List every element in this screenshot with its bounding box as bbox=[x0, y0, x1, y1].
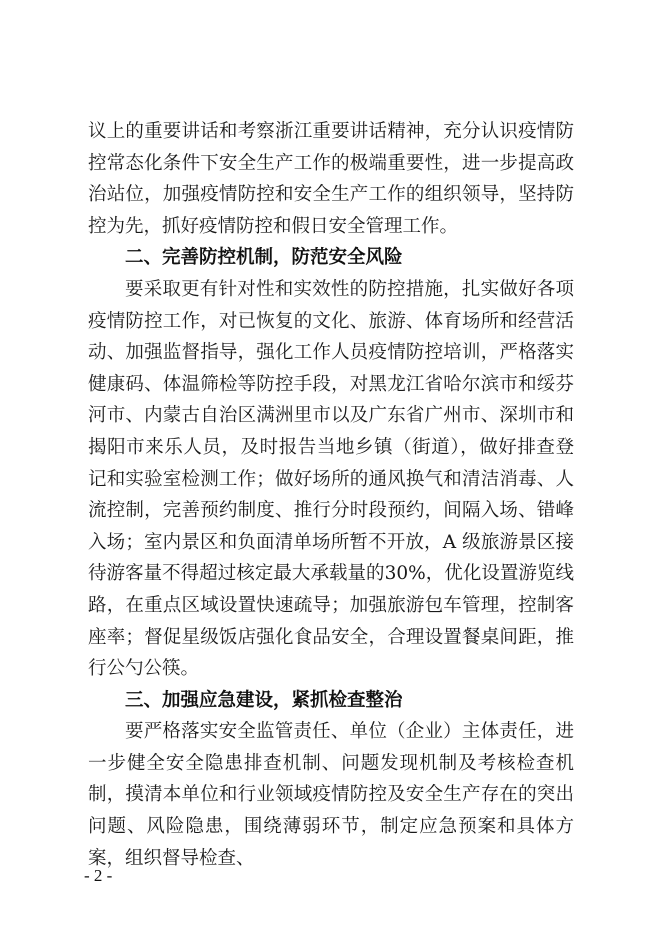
paragraph-continued: 议上的重要讲话和考察浙江重要讲话精神，充分认识疫情防控常态化条件下安全生产工作的极端重要性，进一步提高政治站位，加强疫情防控和安全生产工作的组织领导，坚持防控为先，抓好疫情防控和假日安全管理工作。 bbox=[88, 121, 574, 237]
section-heading-3: 三、加强应急建设，紧抓检查整治 bbox=[125, 689, 403, 711]
paragraph-emergency-inspection: 要严格落实安全监管责任、单位（企业）主体责任，进一步健全安全隐患排查机制、问题发现机制及考核检查机制，摸清本单位和行业领域疫情防控及安全生产存在的突出问题、风险隐患，围绕薄弱环节，制定应急预案和具体方案，组织督导检查、 bbox=[88, 721, 574, 869]
document-body bbox=[88, 116, 574, 874]
paragraph-prevention-measures: 要采取更有针对性和实效性的防控措施，扎实做好各项疫情防控工作，对已恢复的文化、旅游、体育场所和经营活动、加强监督指导，强化工作人员疫情防控培训，严格落实健康码、体温筛检等防控手段，对黑龙江省哈尔滨市和绥芬河市、内蒙古自治区满洲里市以及广东省广州市、深圳市和揭阳市来乐人员，及时报告当地乡镇（街道），做好排查登记和实验室检测工作；做好场所的通风换气和清洁消毒、人流控制，完善预约制度、推行分时段预约，间隔入场、错峰入场；室内景区和负面清单场所暂不开放，A 级旅游景区接待游客量不得超过核定最大承载量的30%，优化设置游览线路，在重点区域设置快速疏导；加强旅游包车管理，控制客座率；督促星级饭店强化食品安全，合理设置餐桌间距，推行公勺公筷。 bbox=[88, 278, 574, 680]
page-number: - 2 - bbox=[84, 866, 113, 885]
section-heading-2: 二、完善防控机制，防范安全风险 bbox=[125, 247, 403, 269]
